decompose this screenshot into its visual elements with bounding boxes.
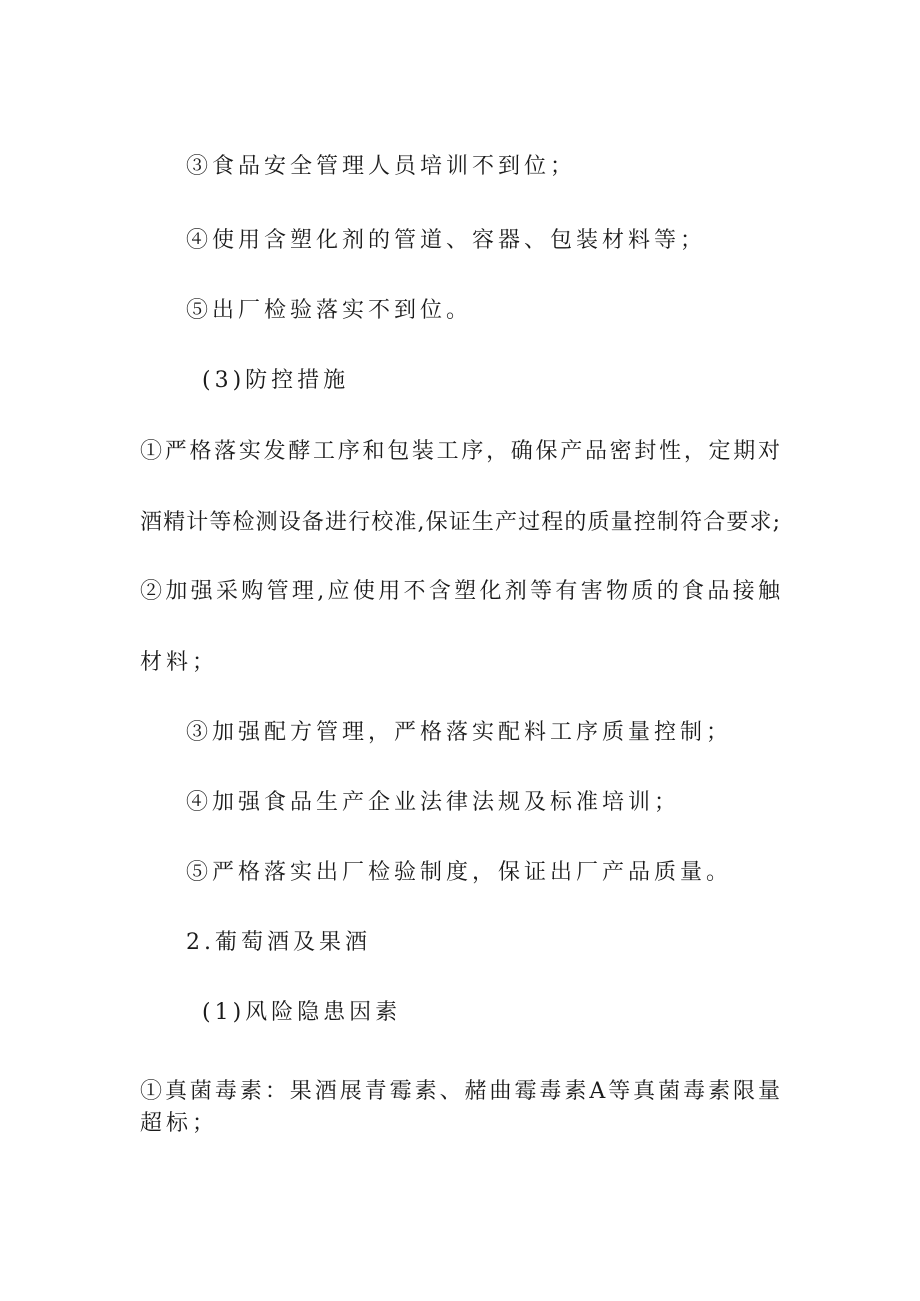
list-item-plasticizer-materials: ④使用含塑化剂的管道、容器、包装材料等； bbox=[186, 228, 707, 253]
subsection-heading-risk-factors: (1)风险隐患因素 bbox=[202, 1000, 402, 1025]
list-item-factory-inspection: ⑤出厂检验落实不到位。 bbox=[186, 298, 473, 323]
list-item-training: ③食品安全管理人员培训不到位； bbox=[186, 154, 577, 179]
paragraph-measure-1-line-1: ①严格落实发酵工序和包装工序，确保产品密封性，定期对 bbox=[140, 439, 780, 464]
section-heading-prevention: (3)防控措施 bbox=[202, 368, 350, 393]
list-item-law-training: ④加强食品生产企业法律法规及标准培训； bbox=[186, 790, 681, 815]
paragraph-measure-1-line-2: 酒精计等检测设备进行校准,保证生产过程的质量控制符合要求; bbox=[140, 510, 780, 535]
section-heading-wine: 2.葡萄酒及果酒 bbox=[186, 930, 371, 955]
list-item-formula-management: ③加强配方管理，严格落实配料工序质量控制； bbox=[186, 720, 733, 745]
paragraph-mycotoxin-line-2: 超标； bbox=[140, 1111, 219, 1136]
list-item-inspection-system: ⑤严格落实出厂检验制度，保证出厂产品质量。 bbox=[186, 860, 733, 885]
paragraph-mycotoxin-line-1: ①真菌毒素：果酒展青霉素、赭曲霉毒素A等真菌毒素限量 bbox=[140, 1079, 780, 1104]
paragraph-measure-2-line-2: 材料； bbox=[140, 650, 219, 675]
paragraph-measure-2-line-1: ②加强采购管理,应使用不含塑化剂等有害物质的食品接触 bbox=[140, 579, 780, 604]
